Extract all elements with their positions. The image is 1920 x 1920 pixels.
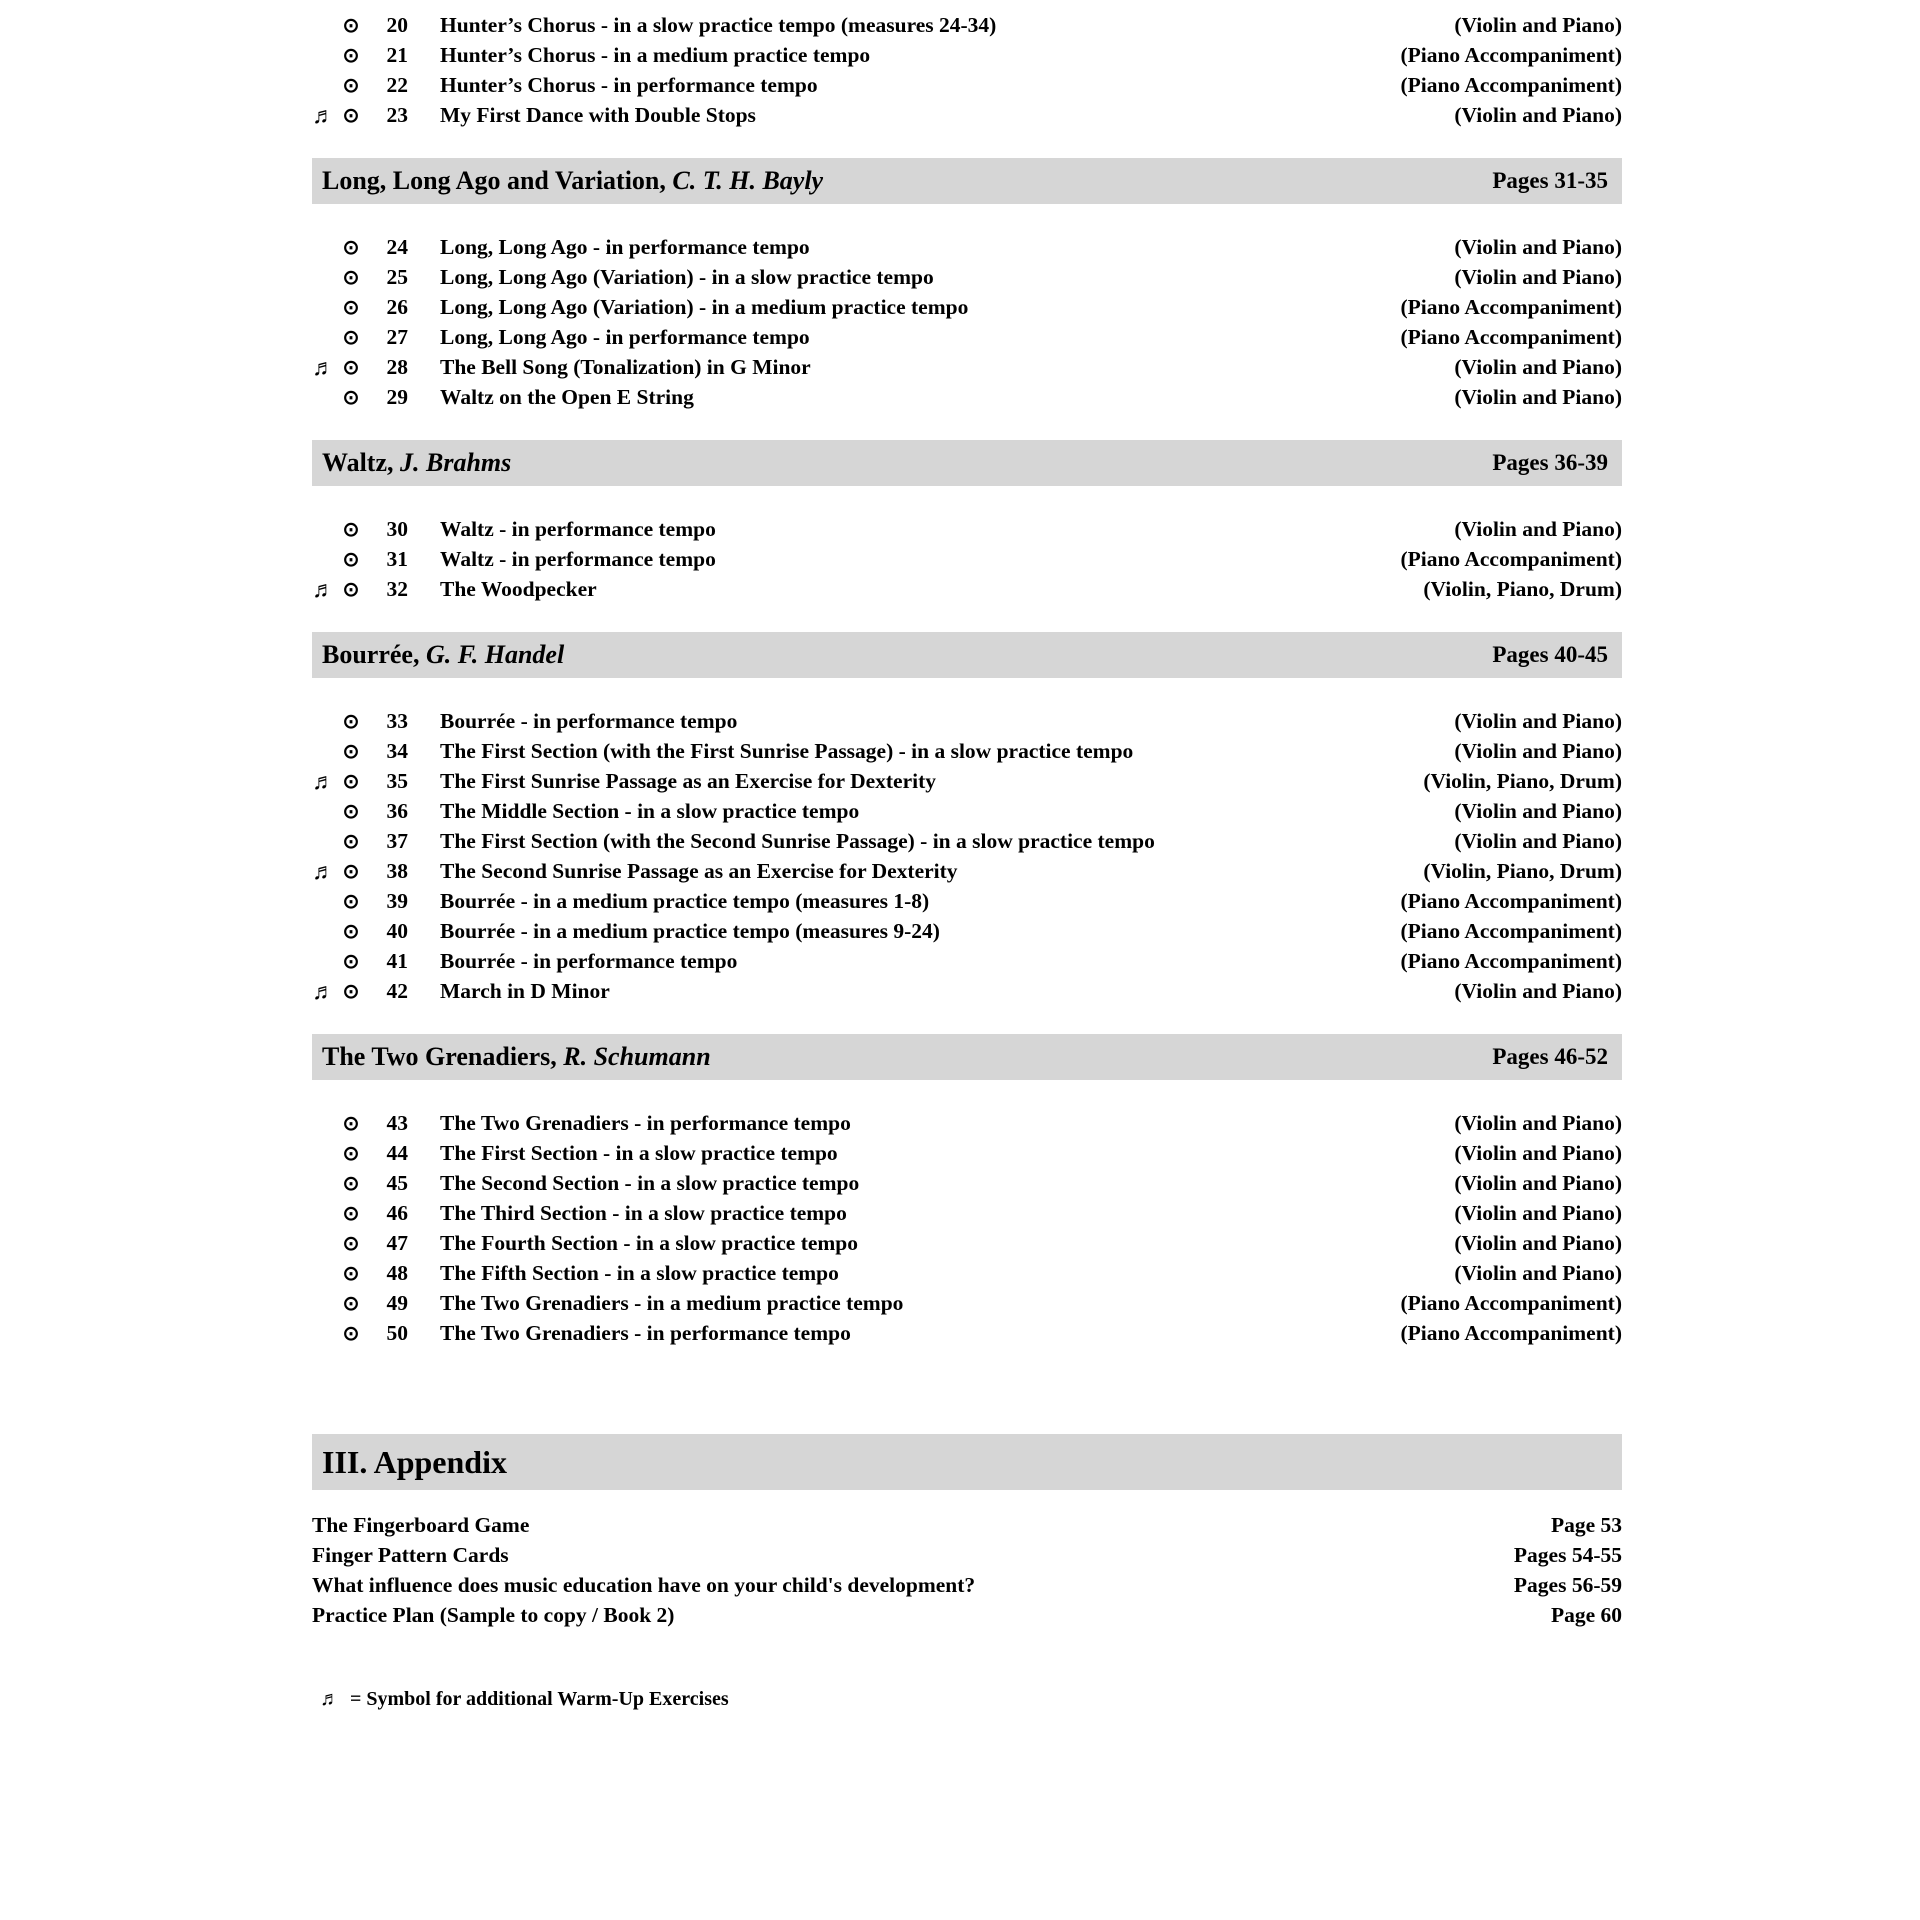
track-dot-icon: ⊙ <box>342 1233 360 1255</box>
track-instrumentation: (Piano Accompaniment) <box>1400 919 1622 943</box>
track-instrumentation: (Violin and Piano) <box>1454 1261 1622 1285</box>
section-title: The Two Grenadiers, R. Schumann <box>322 1042 711 1071</box>
track-dot-icon: ⊙ <box>342 1263 360 1285</box>
track-number: 32 <box>386 577 408 601</box>
track-number: 34 <box>386 739 408 763</box>
track-number: 37 <box>386 829 408 853</box>
track-row[interactable] <box>312 382 1622 412</box>
track-dot-icon: ⊙ <box>342 711 360 733</box>
track-instrumentation: (Violin and Piano) <box>1454 1201 1622 1225</box>
appendix-pages: Pages 56-59 <box>1513 1573 1622 1597</box>
track-instrumentation: (Violin and Piano) <box>1454 1171 1622 1195</box>
track-title: Bourrée - in a medium practice tempo (measures 1-8) <box>440 889 930 913</box>
spacer <box>312 204 1622 232</box>
track-number: 44 <box>386 1141 408 1165</box>
track-dot-icon: ⊙ <box>342 579 360 601</box>
track-number: 27 <box>386 325 408 349</box>
track-list-hunters-chorus <box>312 10 1622 130</box>
track-instrumentation: (Violin and Piano) <box>1454 739 1622 763</box>
appendix-row[interactable] <box>312 1600 1622 1630</box>
section-pages: Pages 46-52 <box>1492 1044 1608 1069</box>
track-dot-icon: ⊙ <box>342 549 360 571</box>
track-number: 42 <box>386 979 408 1003</box>
appendix-title: III. Appendix <box>322 1443 507 1480</box>
track-title: Hunter’s Chorus - in performance tempo <box>440 73 818 97</box>
track-instrumentation: (Violin and Piano) <box>1454 235 1622 259</box>
track-instrumentation: (Violin and Piano) <box>1454 709 1622 733</box>
track-title: Bourrée - in performance tempo <box>440 709 738 733</box>
appendix-row[interactable] <box>312 1540 1622 1570</box>
track-instrumentation: (Violin and Piano) <box>1454 355 1622 379</box>
spacer <box>312 678 1622 706</box>
track-dot-icon: ⊙ <box>342 519 360 541</box>
section-title: Long, Long Ago and Variation, C. T. H. Bayly <box>322 166 824 195</box>
track-title: The Fourth Section - in a slow practice tempo <box>440 1231 859 1255</box>
track-row[interactable] <box>312 826 1622 856</box>
track-row[interactable] <box>312 544 1622 574</box>
track-list-long-long-ago <box>312 232 1622 412</box>
track-row[interactable] <box>312 352 1622 382</box>
track-number: 40 <box>386 919 408 943</box>
track-list-two-grenadiers <box>312 1108 1622 1348</box>
appendix-label: What influence does music education have on your child's development? <box>312 1573 976 1597</box>
track-title: The Two Grenadiers - in performance tempo <box>440 1321 851 1345</box>
section-title: Bourrée, G. F. Handel <box>322 640 565 669</box>
track-row[interactable] <box>312 766 1622 796</box>
warmup-exercise-icon: ♬ <box>312 769 335 794</box>
track-title: The Second Section - in a slow practice tempo <box>440 1171 860 1195</box>
track-dot-icon: ⊙ <box>342 921 360 943</box>
track-dot-icon: ⊙ <box>342 327 360 349</box>
track-title: The Fifth Section - in a slow practice tempo <box>440 1261 839 1285</box>
track-title: The Two Grenadiers - in a medium practice tempo <box>440 1291 904 1315</box>
track-instrumentation: (Violin and Piano) <box>1454 829 1622 853</box>
spacer <box>312 130 1622 158</box>
track-row[interactable] <box>312 574 1622 604</box>
track-row[interactable] <box>312 322 1622 352</box>
track-dot-icon: ⊙ <box>342 45 360 67</box>
section-pages: Pages 31-35 <box>1492 168 1608 193</box>
track-title: The Middle Section - in a slow practice tempo <box>440 799 860 823</box>
track-title: Waltz on the Open E String <box>440 385 694 409</box>
track-row[interactable] <box>312 1138 1622 1168</box>
track-instrumentation: (Violin and Piano) <box>1454 385 1622 409</box>
track-number: 39 <box>386 889 408 913</box>
track-dot-icon: ⊙ <box>342 75 360 97</box>
track-row[interactable] <box>312 886 1622 916</box>
appendix-row[interactable] <box>312 1510 1622 1540</box>
section-header-two-grenadiers <box>312 1034 1622 1080</box>
track-title: The First Section (with the First Sunrise Passage) - in a slow practice tempo <box>440 739 1134 763</box>
track-number: 50 <box>386 1321 408 1345</box>
track-number: 43 <box>386 1111 408 1135</box>
track-instrumentation: (Violin, Piano, Drum) <box>1423 577 1622 601</box>
track-number: 45 <box>386 1171 408 1195</box>
track-title: The Woodpecker <box>440 577 597 601</box>
track-number: 31 <box>386 547 408 571</box>
track-number: 26 <box>386 295 408 319</box>
warmup-exercise-icon: ♬ <box>312 979 335 1004</box>
track-instrumentation: (Violin and Piano) <box>1454 265 1622 289</box>
appendix-pages: Pages 54-55 <box>1513 1543 1622 1567</box>
spacer <box>312 486 1622 514</box>
section-header-long-long-ago <box>312 158 1622 204</box>
track-row[interactable] <box>312 946 1622 976</box>
track-number: 25 <box>386 265 408 289</box>
track-number: 22 <box>386 73 408 97</box>
track-title: Long, Long Ago - in performance tempo <box>440 325 810 349</box>
track-dot-icon: ⊙ <box>342 1323 360 1345</box>
legend <box>312 1688 1622 1711</box>
track-title: Long, Long Ago - in performance tempo <box>440 235 810 259</box>
track-dot-icon: ⊙ <box>342 1203 360 1225</box>
track-number: 48 <box>386 1261 408 1285</box>
track-number: 49 <box>386 1291 408 1315</box>
spacer <box>312 1080 1622 1108</box>
track-instrumentation: (Violin and Piano) <box>1454 13 1622 37</box>
track-dot-icon: ⊙ <box>342 267 360 289</box>
track-dot-icon: ⊙ <box>342 801 360 823</box>
track-dot-icon: ⊙ <box>342 891 360 913</box>
track-dot-icon: ⊙ <box>342 105 360 127</box>
track-instrumentation: (Piano Accompaniment) <box>1400 325 1622 349</box>
appendix-label: Practice Plan (Sample to copy / Book 2) <box>312 1603 675 1627</box>
track-row[interactable] <box>312 292 1622 322</box>
appendix-row[interactable] <box>312 1570 1622 1600</box>
track-dot-icon: ⊙ <box>342 951 360 973</box>
warmup-exercise-icon: ♬ <box>312 577 335 602</box>
track-number: 23 <box>386 103 408 127</box>
track-number: 24 <box>386 235 408 259</box>
track-number: 47 <box>386 1231 408 1255</box>
track-instrumentation: (Piano Accompaniment) <box>1400 43 1622 67</box>
track-number: 35 <box>386 769 408 793</box>
track-number: 30 <box>386 517 408 541</box>
track-row[interactable] <box>312 1108 1622 1138</box>
track-instrumentation: (Violin, Piano, Drum) <box>1423 859 1622 883</box>
track-row[interactable] <box>312 856 1622 886</box>
track-title: March in D Minor <box>440 979 610 1003</box>
section-composer: R. Schumann <box>563 1042 711 1071</box>
track-dot-icon: ⊙ <box>342 831 360 853</box>
track-number: 41 <box>386 949 408 973</box>
track-dot-icon: ⊙ <box>342 741 360 763</box>
section-composer: J. Brahms <box>400 448 512 477</box>
track-number: 46 <box>386 1201 408 1225</box>
track-number: 28 <box>386 355 408 379</box>
section-pages: Pages 40-45 <box>1492 642 1608 667</box>
track-number: 33 <box>386 709 408 733</box>
track-title: The Second Sunrise Passage as an Exercise for Dexterity <box>440 859 958 883</box>
track-row[interactable] <box>312 100 1622 130</box>
track-title: The First Sunrise Passage as an Exercise for Dexterity <box>440 769 937 793</box>
track-instrumentation: (Violin and Piano) <box>1454 799 1622 823</box>
track-dot-icon: ⊙ <box>342 297 360 319</box>
track-row[interactable] <box>312 976 1622 1006</box>
appendix-label: The Fingerboard Game <box>312 1513 530 1537</box>
track-title: Hunter’s Chorus - in a medium practice tempo <box>440 43 871 67</box>
appendix-list <box>312 1510 1622 1630</box>
warmup-exercise-icon: ♬ <box>312 859 335 884</box>
track-dot-icon: ⊙ <box>342 1173 360 1195</box>
section-composer: C. T. H. Bayly <box>672 166 824 195</box>
section-header-waltz <box>312 440 1622 486</box>
track-row[interactable] <box>312 70 1622 100</box>
track-title: The Third Section - in a slow practice tempo <box>440 1201 847 1225</box>
section-title: Waltz, J. Brahms <box>322 448 512 477</box>
track-row[interactable] <box>312 1198 1622 1228</box>
track-row[interactable] <box>312 10 1622 40</box>
track-title: The First Section - in a slow practice tempo <box>440 1141 838 1165</box>
track-title: My First Dance with Double Stops <box>440 103 756 127</box>
track-title: Long, Long Ago (Variation) - in a medium practice tempo <box>440 295 969 319</box>
track-number: 21 <box>386 43 408 67</box>
track-dot-icon: ⊙ <box>342 771 360 793</box>
track-row[interactable] <box>312 232 1622 262</box>
track-title: Bourrée - in performance tempo <box>440 949 738 973</box>
warmup-exercise-icon: ♬ <box>312 103 335 128</box>
track-number: 29 <box>386 385 408 409</box>
track-title: Waltz - in performance tempo <box>440 517 716 541</box>
section-composer: G. F. Handel <box>425 640 565 669</box>
spacer <box>312 412 1622 440</box>
appendix-pages: Page 60 <box>1550 1603 1622 1627</box>
table-of-contents <box>312 10 1622 1711</box>
section-header-bourree <box>312 632 1622 678</box>
track-instrumentation: (Piano Accompaniment) <box>1400 1291 1622 1315</box>
appendix-pages: Page 53 <box>1550 1513 1622 1537</box>
track-number: 36 <box>386 799 408 823</box>
legend-text: = Symbol for additional Warm-Up Exercises <box>350 1688 729 1710</box>
track-instrumentation: (Violin, Piano, Drum) <box>1423 769 1622 793</box>
track-dot-icon: ⊙ <box>342 15 360 37</box>
track-instrumentation: (Violin and Piano) <box>1454 979 1622 1003</box>
track-row[interactable] <box>312 40 1622 70</box>
track-list-bourree <box>312 706 1622 1006</box>
appendix-header <box>312 1434 1622 1490</box>
section-pages: Pages 36-39 <box>1492 450 1608 475</box>
spacer <box>312 604 1622 632</box>
track-number: 20 <box>386 13 408 37</box>
warmup-exercise-icon: ♬ <box>312 355 335 380</box>
track-instrumentation: (Piano Accompaniment) <box>1400 949 1622 973</box>
track-dot-icon: ⊙ <box>342 387 360 409</box>
track-instrumentation: (Violin and Piano) <box>1454 1111 1622 1135</box>
track-instrumentation: (Piano Accompaniment) <box>1400 1321 1622 1345</box>
track-instrumentation: (Violin and Piano) <box>1454 103 1622 127</box>
track-row[interactable] <box>312 262 1622 292</box>
track-row[interactable] <box>312 1258 1622 1288</box>
track-dot-icon: ⊙ <box>342 1113 360 1135</box>
spacer <box>312 1348 1622 1434</box>
track-instrumentation: (Violin and Piano) <box>1454 1231 1622 1255</box>
track-row[interactable] <box>312 1168 1622 1198</box>
track-instrumentation: (Piano Accompaniment) <box>1400 889 1622 913</box>
track-title: Long, Long Ago (Variation) - in a slow practice tempo <box>440 265 934 289</box>
track-title: Waltz - in performance tempo <box>440 547 716 571</box>
track-list-waltz <box>312 514 1622 604</box>
track-dot-icon: ⊙ <box>342 1143 360 1165</box>
track-title: The First Section (with the Second Sunrise Passage) - in a slow practice tempo <box>440 829 1155 853</box>
track-dot-icon: ⊙ <box>342 237 360 259</box>
track-row[interactable] <box>312 1318 1622 1348</box>
track-instrumentation: (Piano Accompaniment) <box>1400 547 1622 571</box>
track-instrumentation: (Piano Accompaniment) <box>1400 73 1622 97</box>
track-row[interactable] <box>312 736 1622 766</box>
track-title: Bourrée - in a medium practice tempo (measures 9-24) <box>440 919 940 943</box>
track-number: 38 <box>386 859 408 883</box>
track-dot-icon: ⊙ <box>342 861 360 883</box>
track-row[interactable] <box>312 1288 1622 1318</box>
track-title: The Bell Song (Tonalization) in G Minor <box>440 355 811 379</box>
track-dot-icon: ⊙ <box>342 357 360 379</box>
track-instrumentation: (Violin and Piano) <box>1454 517 1622 541</box>
appendix-label: Finger Pattern Cards <box>312 1543 509 1567</box>
track-row[interactable] <box>312 916 1622 946</box>
track-row[interactable] <box>312 796 1622 826</box>
track-instrumentation: (Violin and Piano) <box>1454 1141 1622 1165</box>
track-title: The Two Grenadiers - in performance tempo <box>440 1111 851 1135</box>
warmup-exercise-icon: ♬ <box>320 1688 340 1710</box>
spacer <box>312 1006 1622 1034</box>
track-dot-icon: ⊙ <box>342 1293 360 1315</box>
track-row[interactable] <box>312 514 1622 544</box>
track-dot-icon: ⊙ <box>342 981 360 1003</box>
track-row[interactable] <box>312 706 1622 736</box>
track-title: Hunter’s Chorus - in a slow practice tempo (measures 24-34) <box>440 13 997 37</box>
track-instrumentation: (Piano Accompaniment) <box>1400 295 1622 319</box>
track-row[interactable] <box>312 1228 1622 1258</box>
